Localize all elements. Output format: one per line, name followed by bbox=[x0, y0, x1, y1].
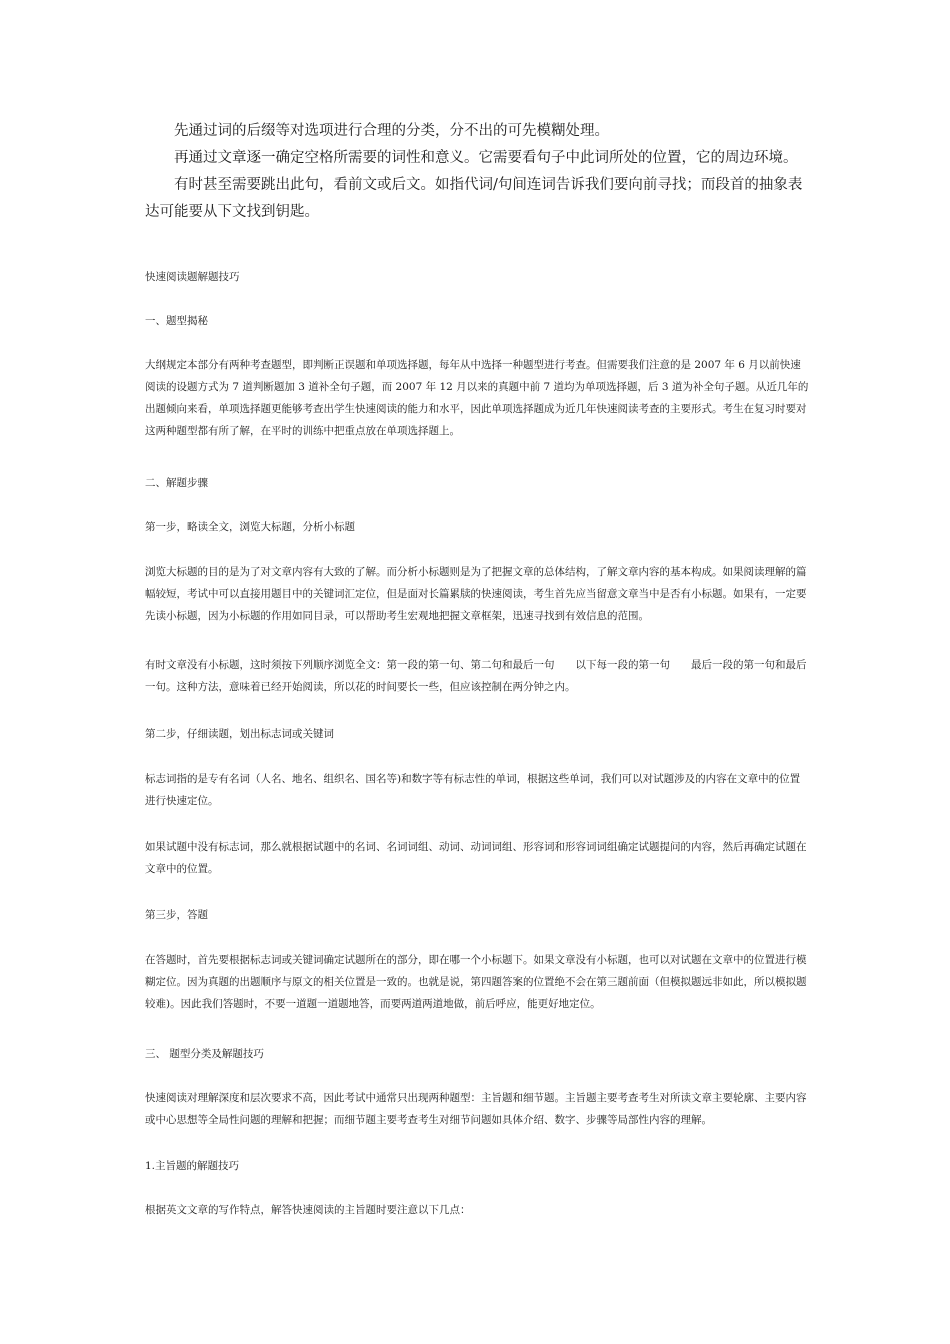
section-paragraph: 有时文章没有小标题，这时须按下列顺序浏览全文：第一段的第一句、第二句和最后一句 以下每一段的第一句 最后一段的第一句和最后一句。这种方法，意味着已经开始阅读，所以花的时间要长一些，但应该控制在两分钟之内。 bbox=[145, 659, 807, 693]
section-heading-3: 三、 题型分类及解题技巧 bbox=[145, 1048, 264, 1060]
step-heading-1: 第一步，略读全文，浏览大标题，分析小标题 bbox=[145, 521, 355, 533]
intro-paragraph-1: 先通过词的后缀等对选项进行合理的分类，分不出的可先模糊处理。 bbox=[174, 123, 609, 139]
section-paragraph: 快速阅读对理解深度和层次要求不高，因此考试中通常只出现两种题型：主旨题和细节题。主旨题主要考查考生对所读文章主要轮廓、主要内容或中心思想等全局性问题的理解和把握；而细节题主要考查考生对细节问题如具体介绍、数字、步骤等局部性内容的理解。 bbox=[145, 1092, 807, 1126]
section-paragraph: 大纲规定本部分有两种考查题型，即判断正误题和单项选择题，每年从中选择一种题型进行考查。但需要我们注意的是 2007 年 6 月以前快速阅读的设题方式为 7 道判断题加 3 道补全句子题，而 2007 年 12 月以来的真题中前 7 道均为单项选择题，后 3 道为补全句子题。从近几年的出题倾向来看，单项选择题更能够考查出学生快速阅读的能力和水平，因此单项选择题成为近几年快速阅读考查的主要形式。考生在复习时要对这两种题型都有所了解，在平时的训练中把重点放在单项选择题上。 bbox=[145, 359, 809, 437]
section-paragraph: 标志词指的是专有名词（人名、地名、组织名、国名等)和数字等有标志性的单词，根据这些单词，我们可以对试题涉及的内容在文章中的位置进行快速定位。 bbox=[145, 773, 801, 807]
step-heading-3: 第三步，答题 bbox=[145, 909, 208, 921]
intro-paragraph-3: 有时甚至需要跳出此句，看前文或后文。如指代词/句间连词告诉我们要向前寻找；而段首的抽象表达可能要从下文找到钥匙。 bbox=[145, 177, 803, 220]
section-heading-2: 二、解题步骤 bbox=[145, 477, 208, 489]
section-paragraph: 在答题时，首先要根据标志词或关键词确定试题所在的部分，即在哪一个小标题下。如果文章没有小标题，也可以对试题在文章中的位置进行模糊定位。因为真题的出题顺序与原文的相关位置是一致的。也就是说，第四题答案的位置绝不会在第三题前面（但模拟题远非如此，所以模拟题较难)。因此我们答题时，不要一道题一道题地答，而要两道两道地做，前后呼应，能更好地定位。 bbox=[145, 954, 807, 1010]
section-paragraph: 浏览大标题的目的是为了对文章内容有大致的了解。而分析小标题则是为了把握文章的总体结构，了解文章内容的基本构成。如果阅读理解的篇幅较短，考试中可以直接用题目中的关键词汇定位，但是面对长篇累牍的快速阅读，考生首先应当留意文章当中是否有小标题。如果有，一定要先读小标题，因为小标题的作用如同目录，可以帮助考生宏观地把握文章框架，迅速寻找到有效信息的范围。 bbox=[145, 566, 807, 622]
section-paragraph: 根据英文文章的写作特点，解答快速阅读的主旨题时要注意以下几点： bbox=[145, 1204, 471, 1216]
section-paragraph: 如果试题中没有标志词，那么就根据试题中的名词、名词词组、动词、动词词组、形容词和形容词词组确定试题提问的内容，然后再确定试题在文章中的位置。 bbox=[145, 841, 807, 875]
page-title: 快速阅读题解题技巧 bbox=[145, 271, 240, 283]
step-heading-2: 第二步，仔细读题，划出标志词或关键词 bbox=[145, 728, 334, 740]
subsection-heading: 1.主旨题的解题技巧 bbox=[145, 1160, 240, 1172]
intro-paragraph-2: 再通过文章逐一确定空格所需要的词性和意义。它需要看句子中此词所处的位置，它的周边环境。 bbox=[174, 150, 798, 166]
section-heading-1: 一、题型揭秘 bbox=[145, 315, 208, 327]
